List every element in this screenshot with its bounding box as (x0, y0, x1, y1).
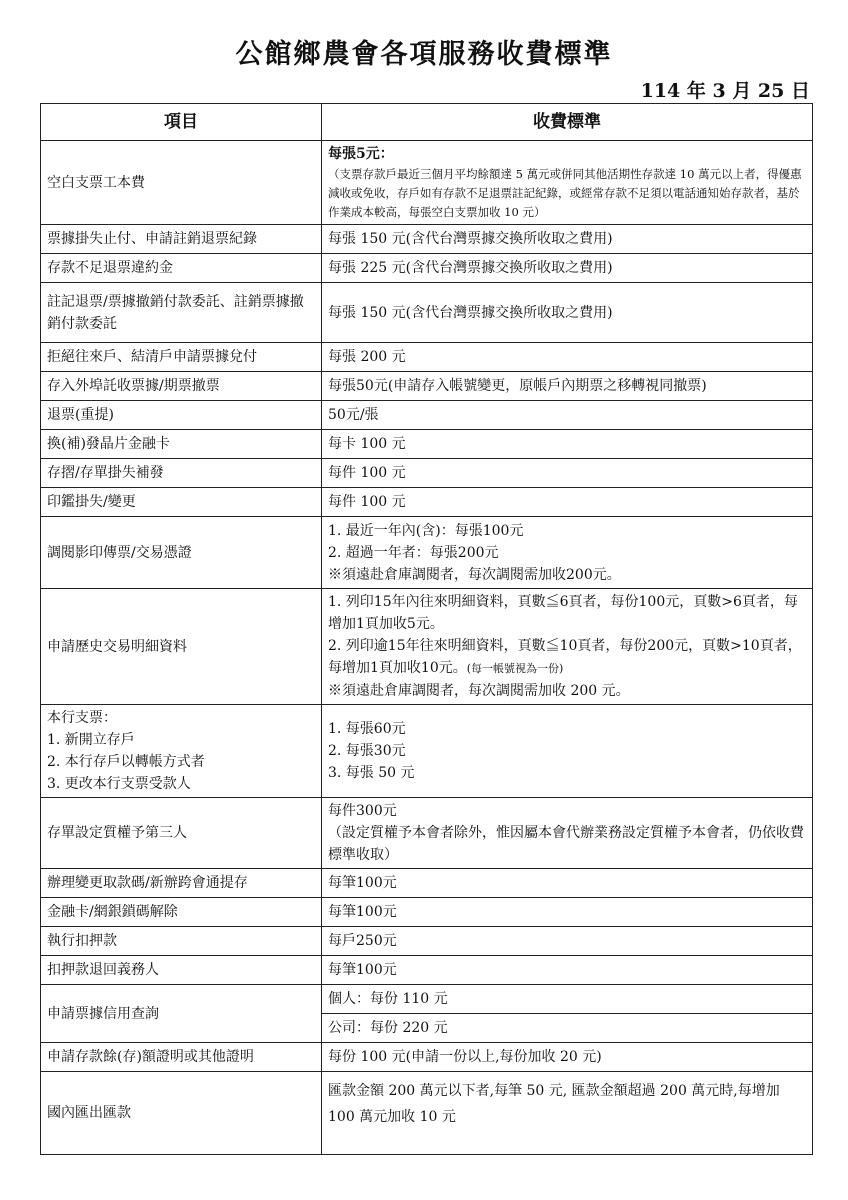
fee-cell (322, 956, 813, 985)
table-row (41, 283, 813, 343)
fee-text: 公司：每份 220 元 (328, 1020, 448, 1036)
fee-text: 每張 225 元(含代台灣票據交換所收取之費用) (328, 260, 613, 276)
fee-cell (322, 1043, 813, 1072)
fee-text: 每份 100 元(申請一份以上,每份加收 20 元) (328, 1049, 602, 1065)
fee-cell (322, 488, 813, 517)
table-row (41, 1072, 813, 1155)
item-text: 空白支票工本費 (47, 174, 145, 191)
fee-text: 每筆100元 (328, 875, 397, 891)
table-row (41, 254, 813, 283)
item-cell (41, 869, 322, 898)
fee-text: 個人：每份 110 元 (328, 991, 448, 1007)
item-cell (41, 985, 322, 1043)
table-row (41, 956, 813, 985)
table-row (41, 517, 813, 589)
page-title: 公館鄉農會各項服務收費標準 (235, 39, 613, 70)
table-row (41, 488, 813, 517)
item-cell (41, 517, 322, 589)
table-row (41, 985, 813, 1014)
item-text: 調閱影印傳票/交易憑證 (47, 544, 192, 561)
item-text: 金融卡/網銀鎖碼解除 (47, 904, 178, 920)
header-fee: 收費標準 (322, 104, 813, 141)
fee-text: 每戶250元 (328, 933, 397, 949)
fee-text: 每張50元(申請存入帳號變更，原帳戶內期票之移轉視同撤票) (328, 378, 707, 394)
table-row (41, 798, 813, 869)
fee-line: 2. 超過一年者：每張200元 (328, 544, 499, 561)
fee-cell (322, 1072, 813, 1155)
item-text: 國內匯出匯款 (47, 1105, 131, 1121)
table-row (41, 869, 813, 898)
fee-cell (322, 372, 813, 401)
fee-text: 每張 150 元(含代台灣票據交換所收取之費用) (328, 231, 613, 247)
table-row (41, 401, 813, 430)
fee-text: 50元/張 (328, 407, 379, 423)
item-cell (41, 927, 322, 956)
fee-line-main: 2. 列印逾15年往來明細資料，頁數≦10頁者，每份200元，頁數>10頁者，每增加1頁加收10元。 (328, 638, 802, 676)
table-row (41, 225, 813, 254)
header-item: 項目 (41, 104, 322, 141)
fee-text: 每張5元： (328, 146, 394, 162)
fee-cell (322, 1014, 813, 1043)
item-text: 申請存款餘(存)額證明或其他證明 (47, 1049, 254, 1065)
document-date: 114 年 3 月 25 日 (640, 80, 810, 102)
fee-cell (322, 459, 813, 488)
item-cell (41, 1072, 322, 1155)
item-cell (41, 430, 322, 459)
item-text: 退票(重提) (47, 407, 114, 423)
item-text: 申請票據信用查詢 (47, 1005, 159, 1022)
item-text: 拒絕往來戶、結清戶申請票據兌付 (47, 349, 257, 365)
fee-cell (322, 141, 813, 225)
fee-line: 1. 每張60元 (328, 721, 406, 737)
fee-text: 匯款金額 200 萬元以下者,每筆 50 元, 匯款金額超過 200 萬元時,每增加 100 萬元加收 10 元 (328, 1083, 780, 1125)
fee-text: 每件 100 元 (328, 494, 406, 510)
item-cell (41, 1043, 322, 1072)
fee-text: 每件 100 元 (328, 465, 406, 481)
fee-line: 每件300元 (328, 803, 397, 819)
fee-cell (322, 589, 813, 705)
fee-text: 每張 150 元(含代台灣票據交換所收取之費用) (328, 304, 613, 321)
item-text: 存摺/存單掛失補發 (47, 465, 164, 481)
table-row (41, 589, 813, 705)
fee-cell (322, 430, 813, 459)
table-row (41, 430, 813, 459)
table-row (41, 927, 813, 956)
fee-line: ※須遠赴倉庫調閱者，每次調閱需加收200元。 (328, 566, 621, 583)
fee-line: ※須遠赴倉庫調閱者，每次調閱需加收 200 元。 (328, 683, 630, 699)
fee-line: 1. 最近一年內(含)：每張100元 (328, 522, 524, 539)
fee-cell (322, 985, 813, 1014)
fee-cell (322, 254, 813, 283)
fee-cell (322, 927, 813, 956)
item-cell (41, 898, 322, 927)
fee-line-note: (每一帳號視為一份) (466, 662, 564, 675)
fee-line: 1. 列印15年內往來明細資料，頁數≦6頁者，每份100元，頁數>6頁者，每增加1頁加收5元。 (328, 594, 798, 632)
item-cell (41, 283, 322, 343)
fee-note: （支票存款戶最近三個月平均餘額達 5 萬元或併同其他活期性存款達 10 萬元以上者，得優惠減收或免收，存戶如有存款不足退票註記紀錄，或經常存款不足須以電話通知始存款者，基於作業成本較高，每張空白支票加收 10 元） (328, 167, 802, 219)
fee-cell (322, 898, 813, 927)
item-text: 存款不足退票違約金 (47, 260, 173, 276)
table-row (41, 459, 813, 488)
item-text: 扣押款退回義務人 (47, 962, 159, 978)
item-cell (41, 589, 322, 705)
fee-text: 每筆100元 (328, 904, 397, 920)
fee-cell (322, 343, 813, 372)
item-cell (41, 141, 322, 225)
fee-cell (322, 401, 813, 430)
item-text: 申請歷史交易明細資料 (47, 638, 187, 655)
item-text: 存單設定質權予第三人 (47, 825, 187, 841)
item-text: 辦理變更取款碼/新辦跨會通提存 (47, 875, 248, 891)
fee-cell (322, 705, 813, 798)
item-cell (41, 956, 322, 985)
table-row (41, 1043, 813, 1072)
fee-text: 每筆100元 (328, 962, 397, 978)
item-cell (41, 488, 322, 517)
fee-cell (322, 225, 813, 254)
item-cell (41, 705, 322, 798)
item-text: 執行扣押款 (47, 933, 117, 949)
item-line: 1. 新開立存戶 (47, 732, 135, 748)
fee-text: 每張 200 元 (328, 349, 406, 365)
item-cell (41, 343, 322, 372)
fee-line: 3. 每張 50 元 (328, 765, 415, 781)
fee-line (328, 635, 806, 680)
item-cell (41, 798, 322, 869)
table-header-row (41, 104, 813, 141)
item-cell (41, 254, 322, 283)
fee-cell (322, 798, 813, 869)
table-row (41, 898, 813, 927)
item-text: 註記退票/票據撤銷付款委託、註銷票據撤銷付款委託 (47, 293, 304, 332)
item-cell (41, 225, 322, 254)
item-cell (41, 372, 322, 401)
table-row (41, 343, 813, 372)
item-line: 本行支票： (47, 710, 117, 726)
item-cell (41, 459, 322, 488)
fee-line: （設定質權予本會者除外，惟因屬本會代辦業務設定質權予本會者，仍依收費標準收取） (328, 825, 804, 863)
table-row (41, 141, 813, 225)
fee-text: 每卡 100 元 (328, 436, 406, 452)
item-line: 2. 本行存戶以轉帳方式者 (47, 754, 205, 770)
table-row (41, 705, 813, 798)
item-text: 印鑑掛失/變更 (47, 494, 136, 510)
table-row (41, 372, 813, 401)
fee-table (40, 103, 813, 1155)
fee-cell (322, 517, 813, 589)
fee-cell (322, 283, 813, 343)
item-cell (41, 401, 322, 430)
item-text: 換(補)發晶片金融卡 (47, 436, 170, 452)
item-text: 票據掛失止付、申請註銷退票紀錄 (47, 231, 257, 247)
item-text: 存入外埠託收票據/期票撤票 (47, 378, 220, 394)
fee-cell (322, 869, 813, 898)
item-line: 3. 更改本行支票受款人 (47, 776, 191, 792)
fee-line: 2. 每張30元 (328, 743, 406, 759)
